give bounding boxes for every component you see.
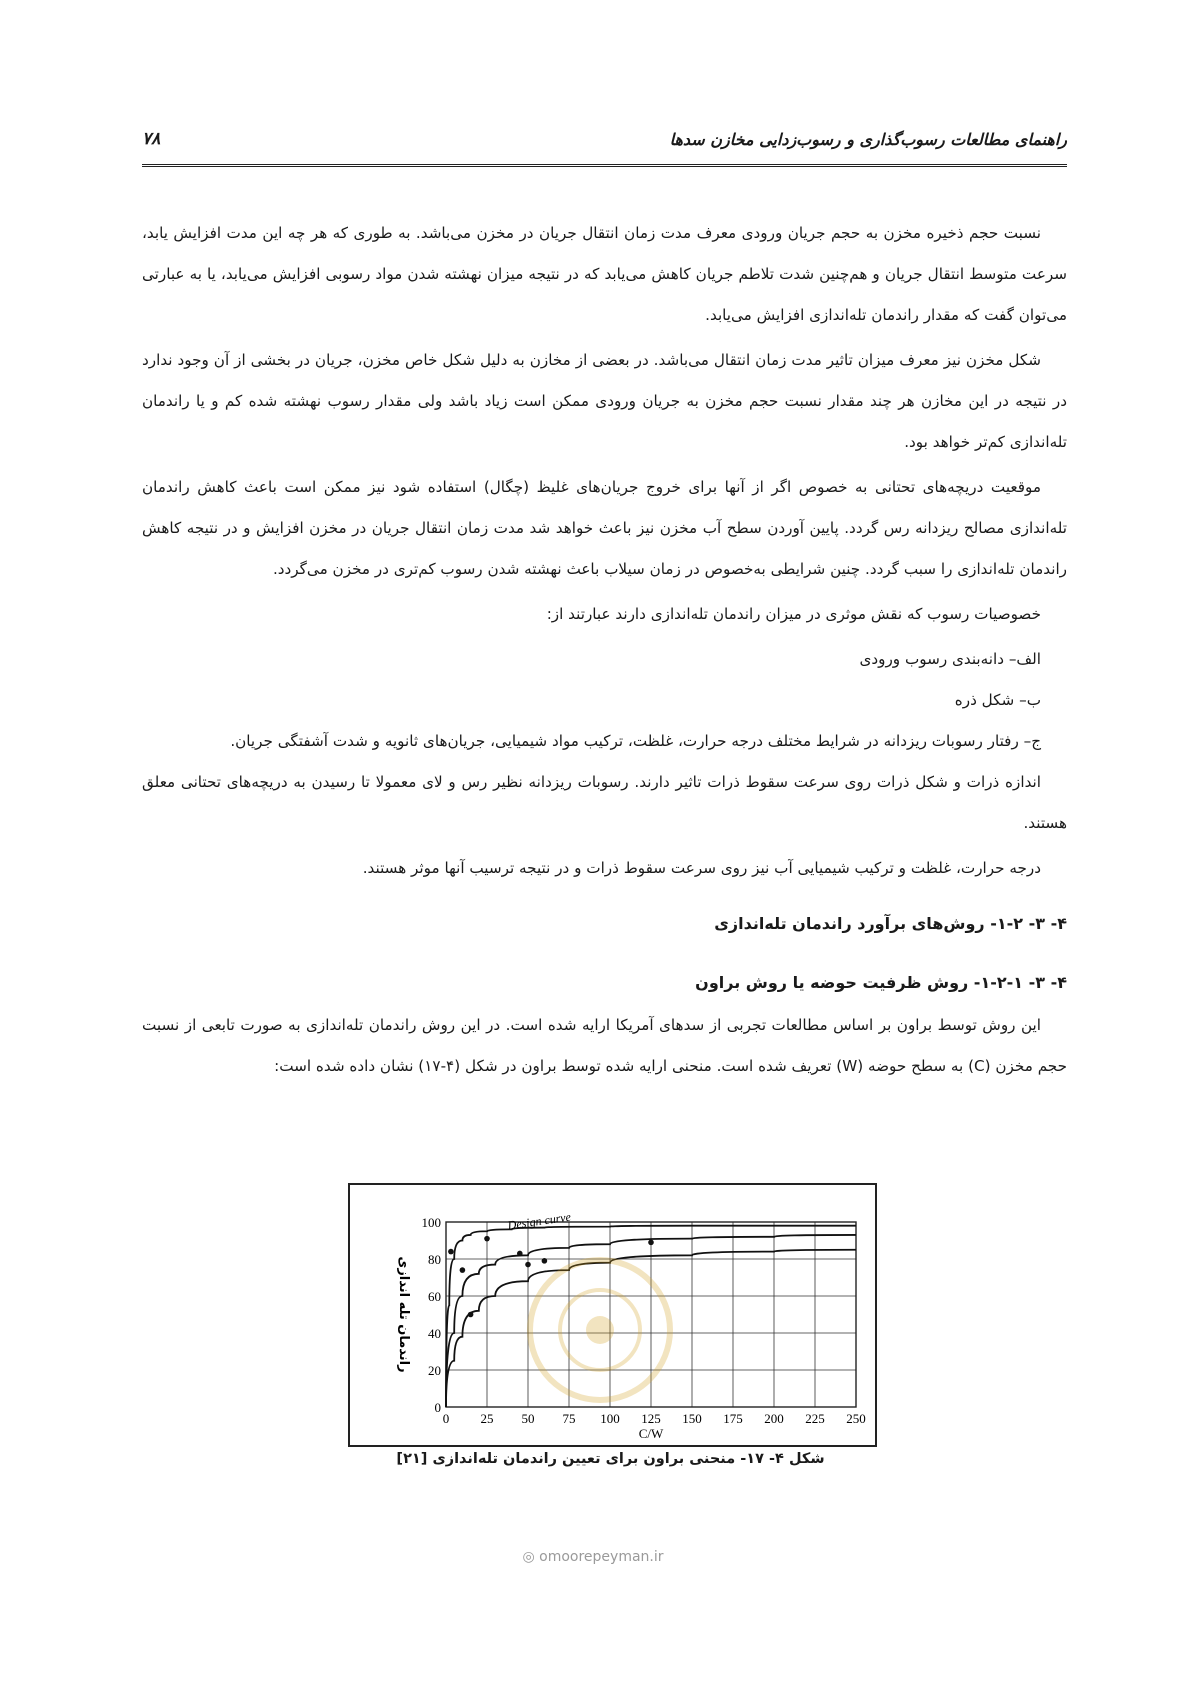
list-item: الف– دانه‌بندی رسوب ورودی bbox=[859, 650, 1041, 668]
paragraph-3: موقعیت دریچه‌های تحتانی به خصوص اگر از آنها برای خروج جریان‌های غلیظ (چگال) استفاده شود نیز ممکن است باعث کاهش راندمان تله‌اندازی مصالح ریزدانه رس گردد. پایین آوردن سطح آب مخزن نیز باعث خواهد شد مدت زمان انتقال جریان در مخزن افزایش و در نتیجه کاهش راندمان تله‌اندازی را سبب گردد. چنین شرایطی به‌خصوص در زمان سیلاب باعث نهشته شدن رسوب کم‌تری در مخزن می‌گردد. bbox=[142, 478, 1067, 578]
x-tick-label: 200 bbox=[764, 1411, 784, 1426]
y-tick-label: 80 bbox=[428, 1252, 441, 1267]
x-tick-label: 75 bbox=[562, 1411, 576, 1426]
paragraph-5: اندازه ذرات و شکل ذرات روی سرعت سقوط ذرات تاثیر دارند. رسوبات ریزدانه نظیر رس و لای معمولا تا رسیدن به دریچه‌های تحتانی معلق هستند. bbox=[142, 773, 1067, 832]
x-tick-label: 25 bbox=[480, 1411, 494, 1426]
y-tick-label: 60 bbox=[428, 1289, 441, 1304]
data-point bbox=[468, 1312, 474, 1318]
page-header bbox=[142, 124, 1067, 167]
page-number: ۷۸ bbox=[142, 129, 161, 149]
x-tick-label: 175 bbox=[723, 1411, 743, 1426]
y-tick-label: 100 bbox=[421, 1215, 441, 1230]
y-tick-label: 40 bbox=[428, 1326, 441, 1341]
paragraph-7: این روش توسط براون بر اساس مطالعات تجربی از سدهای آمریکا ارایه شده است. در این روش راندمان تله‌اندازی به صورت تابعی از نسبت حجم مخزن (C) به سطح حوضه (W) تعریف شده است. منحنی ارایه شده توسط براون در شکل (۴-۱۷) نشان داده شده است: bbox=[142, 1016, 1067, 1075]
x-tick-label: 100 bbox=[600, 1411, 620, 1426]
publisher-stamp-icon bbox=[510, 1240, 690, 1420]
body-text bbox=[142, 213, 1067, 1091]
list-item: ج– رفتار رسوبات ریزدانه در شرایط مختلف درجه حرارت، غلظت، ترکیب مواد شیمیایی، جریان‌های ثانویه و شدت آشفتگی جریان. bbox=[230, 732, 1041, 750]
paragraph-2: شکل مخزن نیز معرف میزان تاثیر مدت زمان انتقال می‌باشد. در بعضی از مخازن به دلیل شکل خاص مخزن، جریان در بخشی از آن وجود ندارد در نتیجه در این مخازن هر چند مقدار نسبت حجم مخزن به جریان ورودی ممکن است زیاد باشد ولی مقدار رسوب نهشته شده کم و یا راندمان تله‌اندازی کم‌تر خواهد بود. bbox=[142, 351, 1067, 451]
running-title: راهنمای مطالعات رسوب‌گذاری و رسوب‌زدایی مخازن سدها bbox=[669, 130, 1067, 149]
x-tick-label: 125 bbox=[641, 1411, 661, 1426]
y-tick-label: 20 bbox=[428, 1363, 441, 1378]
section-heading: ۴- ۳- ۱-۲- روش‌های برآورد راندمان تله‌اندازی bbox=[714, 914, 1067, 933]
paragraph-6: درجه حرارت، غلظت و ترکیب شیمیایی آب نیز روی سرعت سقوط ذرات و در نتیجه ترسیب آنها موثر هستند. bbox=[362, 859, 1041, 877]
data-point bbox=[460, 1267, 466, 1273]
x-tick-label: 250 bbox=[846, 1411, 866, 1426]
data-point bbox=[484, 1236, 490, 1242]
watermark-text: ◎ omoorepeyman.ir bbox=[522, 1549, 664, 1565]
x-tick-label: 0 bbox=[442, 1411, 450, 1426]
x-tick-label: 150 bbox=[682, 1411, 702, 1426]
list-item: ب– شکل ذره bbox=[954, 691, 1041, 709]
y-axis-label: راندمان تله اندازی bbox=[396, 1256, 411, 1373]
subsection-heading: ۴- ۳- ۱-۲-۱- روش ظرفیت حوضه یا روش براون bbox=[695, 973, 1067, 992]
paragraph-1: نسبت حجم ذخیره مخزن به حجم جریان ورودی معرف مدت زمان انتقال جریان در مخزن می‌باشد. به طوری که هر چه این مدت افزایش یابد، سرعت متوسط انتقال جریان و هم‌چنین شدت تلاطم جریان کاهش می‌یابد که در نتیجه میزان نهشته شدن مواد رسوبی افزایش می‌یابد، یا به عبارتی می‌توان گفت که مقدار راندمان تله‌اندازی افزایش می‌یابد. bbox=[142, 224, 1067, 324]
x-tick-label: 50 bbox=[521, 1411, 535, 1426]
design-curve-annotation: Design curve bbox=[506, 1209, 572, 1233]
x-tick-label: 225 bbox=[805, 1411, 825, 1426]
figure-caption: شکل ۴- ۱۷- منحنی براون برای تعیین راندمان تله‌اندازی [۲۱] bbox=[396, 1451, 825, 1467]
paragraph-4: خصوصیات رسوب که نقش موثری در میزان راندمان تله‌اندازی دارند عبارتند از: bbox=[546, 605, 1041, 623]
x-axis-label: C/W bbox=[638, 1426, 664, 1441]
data-point bbox=[448, 1249, 454, 1255]
y-tick-label: 0 bbox=[434, 1400, 441, 1415]
